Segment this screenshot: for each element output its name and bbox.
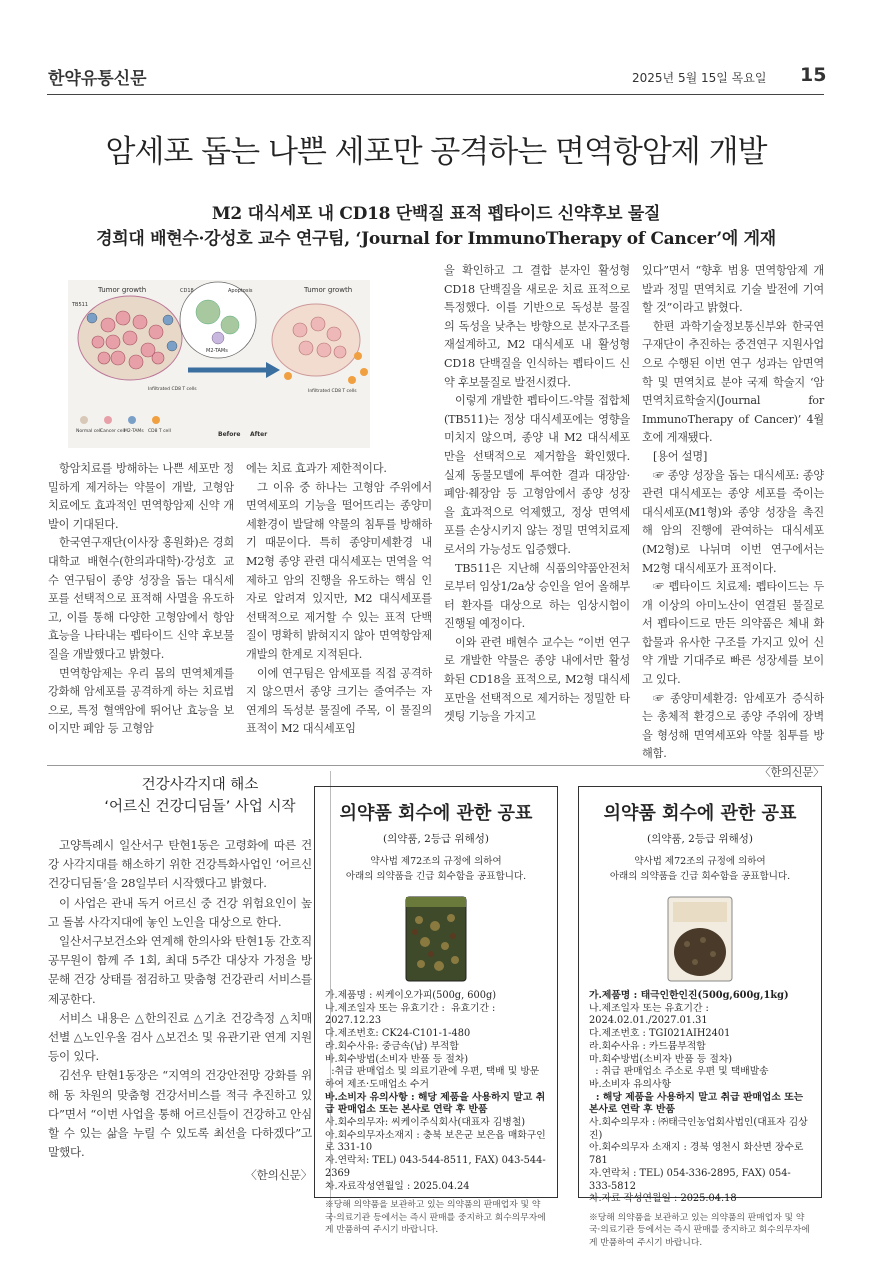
- recall-field: 아.회수의무자 소재지 : 경북 영천시 화산면 장수로 781: [589, 1142, 807, 1167]
- figure-infiltrated-left: Infiltrated CD8 T cells: [148, 387, 197, 392]
- figure-tumor-growth-right: Tumor growth: [304, 286, 353, 294]
- recall-field: 사.회수의무자 : ㈜태극인농업회사법인(대표자 김상진): [589, 1117, 808, 1141]
- article-headline: 암세포 돕는 나쁜 세포만 공격하는 면역항암제 개발: [105, 134, 767, 170]
- article-column-2: [246, 460, 432, 739]
- figure-m2-tams: M2-TAMs: [206, 348, 228, 354]
- paragraph: 한편 과학기술정보통신부와 한국연구재단이 추진하는 중견연구 지원사업으로 수행된 이번 연구 성과는 암면역학 및 면역치료 분야 국제 학술지 ‘암면역치료학술지(Journal for ImmunoTherapy of Cancer)’ 4월호에 게재됐다.: [642, 319, 824, 445]
- paragraph: 이렇게 개발한 펩타이드-약물 접합체(TB511)는 정상 대식세포에는 영향을 미치지 않으며, 종양 내 M2 대식세포만을 선택적으로 제거함을 확인했다. 실제 동물모델에 투여한 결과 대장암·폐암·췌장암 등 고형암에서 종양 성장을 효과적으로 억제했고, 정상 면역세포를 손상시키지 않는 정밀 면역치료제로서의 가능성도 입증했다.: [444, 394, 630, 556]
- recall-intro: [589, 854, 811, 884]
- figure-infiltrated-right: Infiltrated CD8 T cells: [308, 389, 357, 394]
- recall-intro-line: 아래의 의약품을 긴급 회수함을 공표합니다.: [609, 871, 791, 882]
- recall-field: 다.제조번호: CK24-C101-1-480: [325, 1028, 471, 1040]
- recall-field: 차.자료작성연월일 : 2025.04.24: [325, 1180, 470, 1192]
- recall-notice-1: [314, 786, 558, 1236]
- paragraph: 한국연구재단(이사장 홍원화)은 경희대학교 배현수(한의과대학)·강성호 교수 연구팀이 종양 성장을 돕는 대식세포를 선택적으로 표적해 사멸을 유도하고, 이를 통해 다양한 고형암에서 항암 효능을 나타내는 펩타이드 신약 후보물질을 개발했다고 밝혔다.: [48, 536, 234, 661]
- recall-field: :취급 판매업소 및 의료기관에 우편, 택배 및 방문하여 제조·도매업소 수거: [325, 1066, 540, 1090]
- paragraph: 고양특례시 일산서구 탄현1동은 고령화에 따른 건강 사각지대를 해소하기 위한 건강특화사업인 ‘어르신 건강디딤돌’을 28일부터 시작했다고 밝혔다.: [48, 838, 312, 891]
- recall-intro: [325, 854, 547, 884]
- recall-field: 라.회수사유: 중금속(납) 부적합: [325, 1040, 459, 1052]
- glossary-item: ☞ 종양 성장을 돕는 대식세포: 종양 관련 대식세포는 종양 세포를 죽이는 대식세포(M1형)와 종양 성장을 촉진해 암의 진행에 관여하는 대식세포(M2형)로 나뉘며 이번 연구에서는 M2형 대식세포가 표적이다.: [642, 468, 824, 575]
- article2-byline: 〈한의신문〉: [245, 1168, 312, 1183]
- article2-body: [48, 836, 312, 1186]
- product-image: [405, 896, 467, 982]
- recall-field: 자.연락처 : TEL) 054-336-2895, FAX) 054-333-5812: [589, 1167, 791, 1192]
- figure-cd18: CD18: [180, 288, 194, 294]
- figure-legend-normal: Normal cell: [76, 429, 102, 434]
- recall-field: 자.연락처: TEL) 043-544-8511, FAX) 043-544-2369: [325, 1155, 546, 1179]
- paragraph: 서비스 내용은 △한의진료 △기초 건강측정 △치매 선별 △노인우울 검사 △보건소 및 유관기관 연계 지원 등이 있다.: [48, 1010, 312, 1064]
- recall-field: 가.제품명 : 씨케이오가피(500g, 600g): [325, 990, 497, 1001]
- article-column-3: [444, 262, 630, 727]
- recall-fields: [325, 990, 547, 1193]
- page-number: 15: [800, 64, 827, 86]
- paragraph: 면역항암제는 우리 몸의 면역체계를 강화해 암세포를 공격하게 하는 치료법으로, 특정 혈액암에 뛰어난 효능을 보이지만 폐암 등 고형암: [48, 666, 234, 736]
- recall-field: 라.회수사유 : 카드뮴부적합: [589, 1040, 706, 1052]
- recall-field: 사.회수의무자: 씨케이주식회사(대표자 김병철): [325, 1117, 526, 1129]
- article-subtitle-1: M2 대식세포 내 CD18 단백질 표적 펩타이드 신약후보 물질: [211, 204, 661, 224]
- recall-field: 나.제조일자 또는 유효기간 : 유효기간 : 2027.12.23: [325, 1002, 499, 1027]
- recall-field: 차.자료 작성연월일 : 2025.04.18: [589, 1193, 737, 1205]
- article2-title: [80, 774, 320, 818]
- article-column-1: [48, 460, 234, 739]
- paragraph: 에는 치료 효과가 제한적이다.: [246, 462, 387, 475]
- recall-field: 마.회수방법(소비자 반품 등 절차): [589, 1053, 733, 1065]
- header-rule: [47, 94, 824, 95]
- paragraph: 있다”면서 “향후 범용 면역항암제 개발과 정밀 면역치료 기술 발전에 기여할 것”이라고 밝혔다.: [642, 264, 824, 315]
- article2-title-line1: 건강사각지대 해소: [141, 777, 259, 793]
- recall-intro-line: 약사법 제72조의 규정에 의하여: [370, 856, 502, 867]
- figure-apoptosis: Apoptosis: [228, 288, 253, 294]
- research-figure: [68, 280, 370, 448]
- recall-field: 바.회수방법(소비자 반품 등 절차): [325, 1053, 469, 1065]
- paragraph: 김선우 탄현1동장은 “지역의 건강안전망 강화를 위해 동 차원의 맞춤형 건강서비스를 적극 추진하고 있다”면서 “이번 사업을 통해 어르신들이 건강하고 안심할 수 있는 삶을 누릴 수 있도록 최선을 다하겠다”고 말했다.: [48, 1068, 312, 1160]
- paragraph: 이 사업은 관내 독거 어르신 중 건강 위험요인이 높고 돌봄 사각지대에 놓인 노인을 대상으로 한다.: [48, 895, 312, 929]
- article-byline: 〈한의신문〉: [759, 766, 824, 780]
- recall-notice-2: [578, 786, 822, 1248]
- recall-field: 가.제품명 : 태극인한인진(500g,600g,1kg): [589, 990, 789, 1001]
- article-subtitle-2: 경희대 배현수·강성호 교수 연구팀, ‘Journal for ImmunoTherapy of Cancer’에 게재: [96, 229, 776, 249]
- glossary-item: ☞ 펩타이드 치료제: 펩타이드는 두 개 이상의 아미노산이 연결된 물질로서 펩타이드로 만든 의약품은 체내 화합물과 유사한 구조를 가지고 있어 신약 개발 기대주로 빠른 성장세를 보이고 있다.: [642, 580, 824, 687]
- newspaper-logo: 한약유통신문: [48, 69, 147, 89]
- paragraph: 이에 연구팀은 암세포를 직접 공격하지 않으면서 종양 크기는 줄여주는 자연계의 독성분 물질에 주목, 이 물질의 표적이 M2 대식세포임: [246, 666, 432, 736]
- paragraph: TB511은 지난해 식품의약품안전처로부터 임상1/2a상 승인을 얻어 올해부터 환자를 대상으로 하는 임상시험이 진행될 예정이다.: [444, 561, 630, 631]
- recall-footnote: ※당해 의약품을 보관하고 있는 의약품의 판매업자 및 약국·의료기관 등에서는 즉시 판매를 중지하고 회수의무자에게 반품하여 주시기 바랍니다.: [325, 1200, 546, 1236]
- recall-field: : 취급 판매업소 주소로 우편 및 택배발송: [589, 1066, 769, 1078]
- figure-legend-cd8: CD8 T cell: [148, 429, 171, 434]
- figure-tumor-growth-left: Tumor growth: [98, 286, 147, 294]
- glossary-title: [용어 설명]: [653, 449, 708, 463]
- figure-before-label: Before: [218, 431, 241, 438]
- recall-field: 바.소비자 유의사항: [589, 1078, 671, 1090]
- recall-intro-line: 약사법 제72조의 규정에 의하여: [634, 856, 766, 867]
- herb-bag-icon: [667, 896, 733, 982]
- tumor-diagram: [68, 280, 370, 448]
- paragraph: 을 확인하고 그 결합 분자인 활성형 CD18 단백질을 새로운 치료 표적으로 특정했다. 이를 기반으로 독성분 물질의 독성을 낮추는 방향으로 분자구조를 재설계하고, M2 대식세포 내 활성형 CD18 단백질을 인식하는 펩타이드 신약 후보물질로 발전시켰다.: [444, 264, 630, 389]
- recall-title: 의약품 회수에 관한 공표: [603, 803, 797, 824]
- figure-after-label: After: [250, 431, 268, 438]
- recall-field: 나.제조일자 또는 유효기간 : 2024.02.01./2027.01.31: [589, 1002, 712, 1027]
- paragraph: 이와 관련 배현수 교수는 “이번 연구로 개발한 약물은 종양 내에서만 활성화된 CD18을 표적으로, M2형 대식세포만을 선택적으로 제거하는 정밀한 타겟팅 기능을 가지고: [444, 635, 630, 724]
- recall-footnote: ※당해 의약품을 보관하고 있는 의약품의 판매업자 및 약국·의료기관 등에서는 즉시 판매를 중지하고 회수의무자에게 반품하여 주시기 바랍니다.: [589, 1212, 810, 1248]
- article-column-4: [642, 262, 824, 783]
- paragraph: 항암치료를 방해하는 나쁜 세포만 정밀하게 제거하는 약물이 개발, 고형암 치료에도 효과적인 면역항암제 신약 개발이 기대된다.: [48, 462, 234, 531]
- recall-title: 의약품 회수에 관한 공표: [339, 803, 533, 824]
- figure-legend-cancer: Cancer cell: [100, 429, 126, 434]
- paragraph: 그 이유 중 하나는 고형암 주위에서 면역세포의 기능을 떨어뜨리는 종양미세환경이 발달해 약물의 침투를 방해하기 때문이다. 특히 종양미세환경 내 M2형 종양 관련 대식세포는 면역을 억제하고 암의 진행을 유도하는 핵심 인자로 알려져 있지만, M2 대식세포를 선택적으로 제거할 수 있는 표적 단백질이 명확히 밝혀지지 않아 면역항암제 개발의 한계로 지적된다.: [246, 480, 432, 661]
- recall-subtitle: (의약품, 2등급 위해성): [646, 833, 754, 845]
- recall-field: 다.제조번호 : TGI021AIH2401: [589, 1028, 731, 1040]
- figure-tb511: TB511: [72, 302, 89, 308]
- recall-field: 바.소비자 유의사항 : 해당 제품을 사용하지 말고 취급 판매업소 또는 본사로 연락 후 반품: [325, 1091, 546, 1116]
- article2-title-line2: ‘어르신 건강디딤돌’ 사업 시작: [104, 799, 296, 815]
- recall-field: 아.회수의무자소재지 : 충북 보은군 보은읍 매화구인로 331-10: [325, 1129, 546, 1154]
- recall-fields: [589, 990, 811, 1206]
- issue-date: 2025년 5월 15일 목요일: [632, 71, 767, 85]
- glossary-item: ☞ 종양미세환경: 암세포가 증식하는 총체적 환경으로 종양 주위에 장벽을 형성해 면역세포와 약물 침투를 방해함.: [642, 691, 824, 761]
- paragraph: 일산서구보건소와 연계해 한의사와 탄현1동 간호직 공무원이 함께 주 1회, 최대 5주간 대상자 가정을 방문해 건강 상태를 점검하고 맞춤형 건강관리 서비스를 제공한다.: [48, 934, 312, 1006]
- section-divider: [47, 765, 824, 766]
- herb-bag-icon: [405, 896, 467, 982]
- product-image: [667, 896, 733, 982]
- recall-subtitle: (의약품, 2등급 위해성): [382, 833, 490, 845]
- recall-intro-line: 아래의 의약품을 긴급 회수함을 공표합니다.: [345, 871, 527, 882]
- figure-legend-m2: M2-TAMs: [124, 429, 144, 434]
- recall-field: : 해당 제품을 사용하지 말고 취급 판매업소 또는 본사로 연락 후 반품: [589, 1091, 807, 1116]
